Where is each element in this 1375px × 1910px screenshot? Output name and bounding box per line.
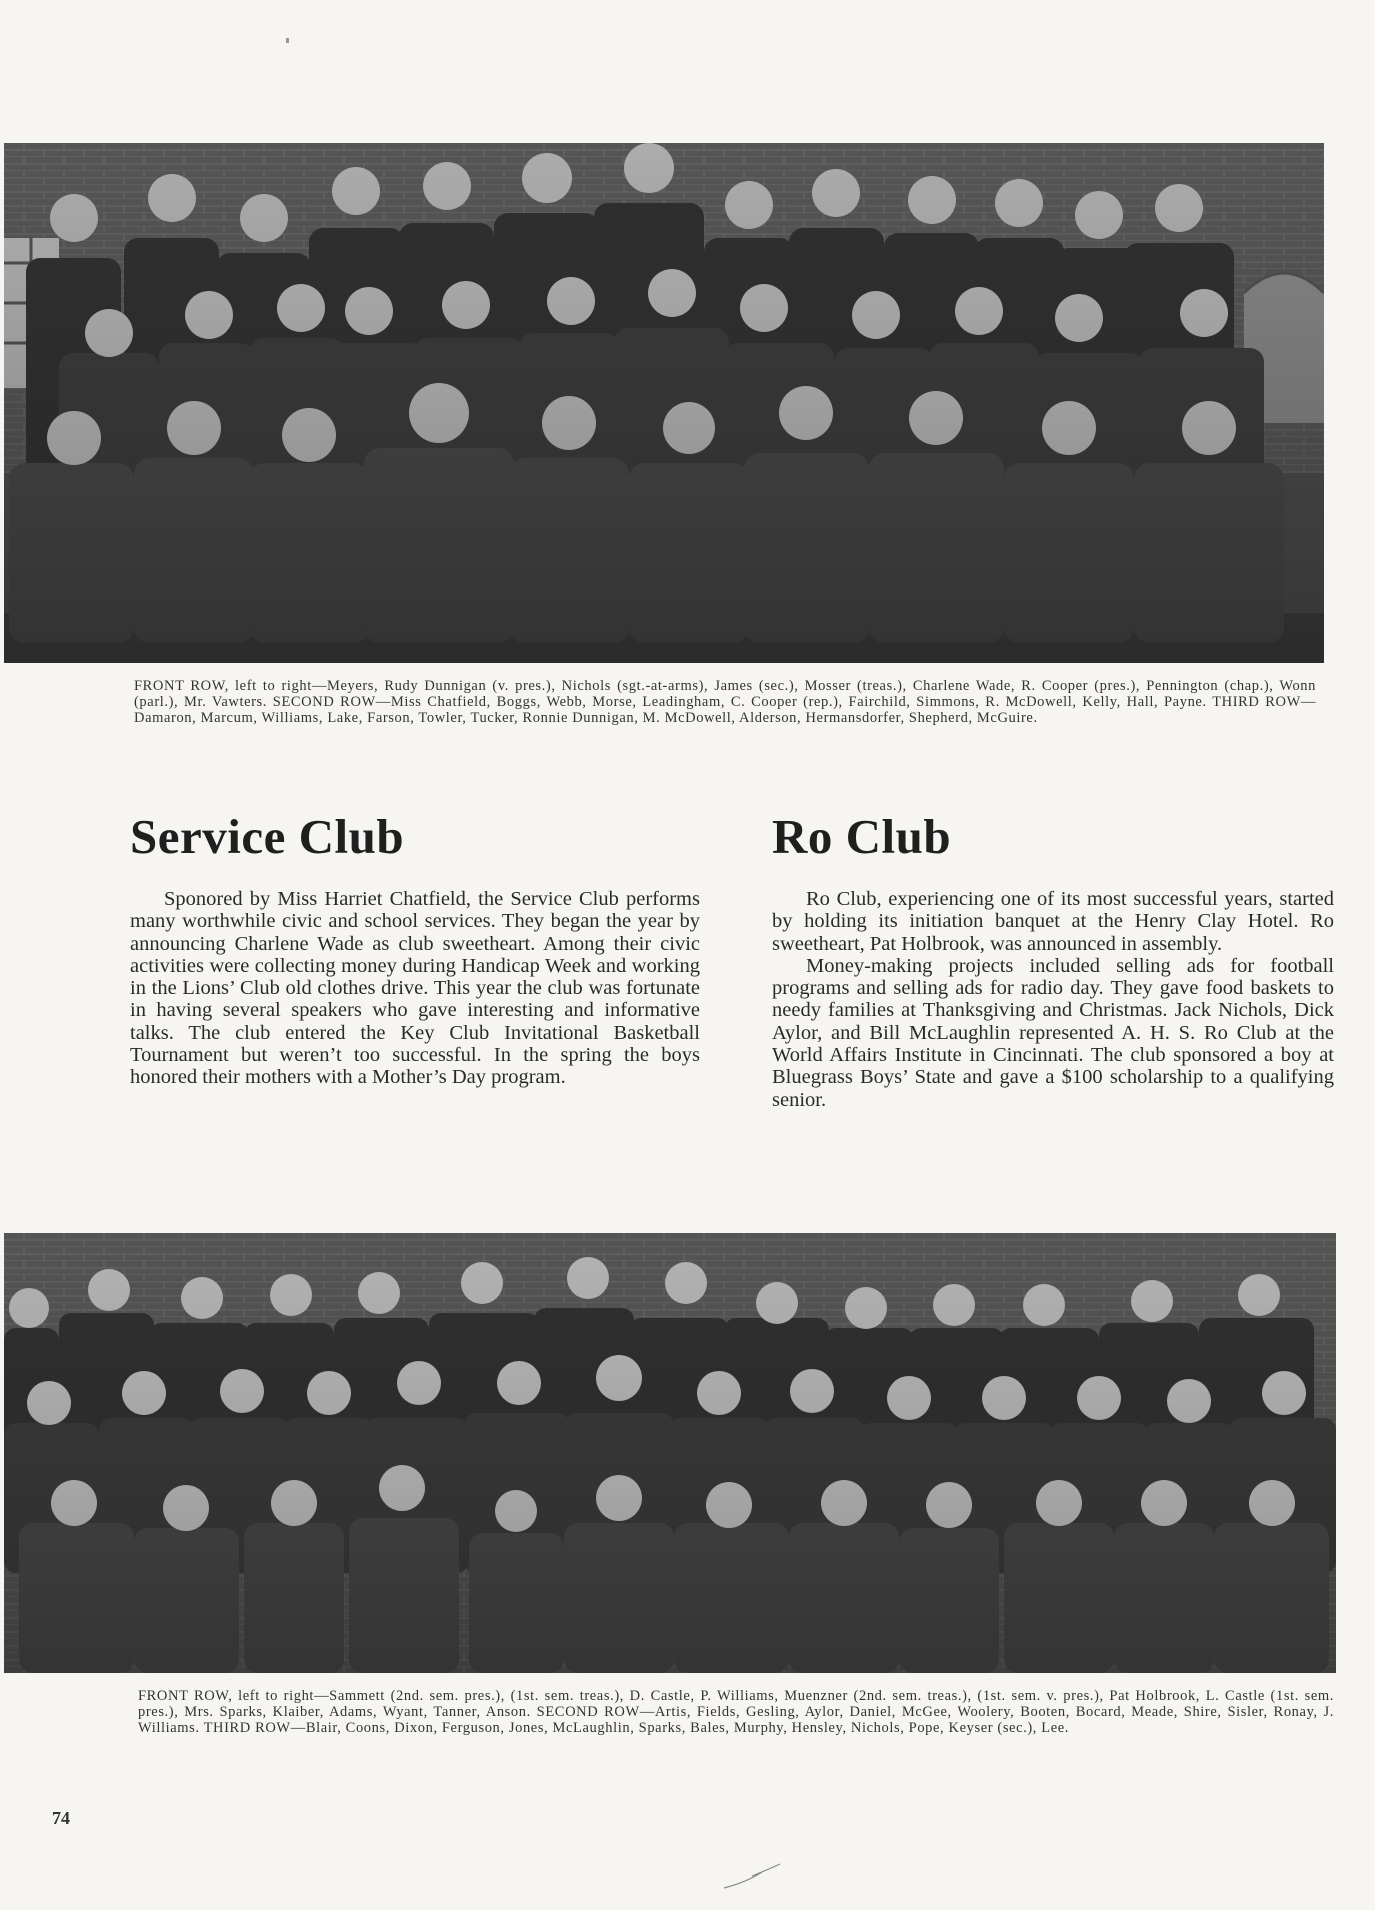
service-club-photo-caption: FRONT ROW, left to right—Meyers, Rudy Dunnigan (v. pres.), Nichols (sgt.-at-arms), James (sec.), Mosser (treas.), Charlene Wade, R. Cooper (pres.), Pennington (chap.), Wonn (parl.), Mr. Vawters. SECOND ROW—Miss Chatfield, Boggs, Webb, Morse, Leadingham, C. Cooper (rep.), Fairchild, Simmons, R. McDowell, Kelly, Hall, Payne. THIRD ROW—Damaron, Marcum, Williams, Lake, Farson, Towler, Tucker, Ronnie Dunnigan, M. McDowell, Alderson, Hermansdorfer, Shepherd, McGuire. <box>134 678 1316 726</box>
service-club-photo-image <box>4 143 1324 663</box>
service-club-paragraph: Sponored by Miss Harriet Chatfield, the Service Club performs many worthwhile civic and school services. They began the year by announcing Charlene Wade as club sweetheart. Among their civic activities were collecting money during Handicap Week and working in the Lions’ Club old clothes drive. This year the club was fortunate in having several speakers who gave interesting and informative talks. The club entered the Key Club Invitational Basketball Tournament but weren’t too successful. In the spring the boys honored their mothers with a Mother’s Day program. <box>130 888 700 1089</box>
ro-club-heading: Ro Club <box>772 809 952 864</box>
page-number: 74 <box>52 1808 70 1828</box>
ro-club-article <box>772 888 1334 1111</box>
service-club-article <box>130 888 700 1089</box>
ro-club-paragraph-1: Ro Club, experiencing one of its most successful years, started by holding its initiation banquet at the Henry Clay Hotel. Ro sweetheart, Pat Holbrook, was announced in assembly. <box>772 888 1334 955</box>
service-club-group-photo <box>4 143 1324 663</box>
service-club-heading: Service Club <box>130 809 405 864</box>
scan-speck-mark <box>286 38 289 43</box>
ro-club-paragraph-2: Money-making projects included selling ads for football programs and selling ads for radio day. They gave food baskets to needy families at Thanksgiving and Christmas. Jack Nichols, Dick Aylor, and Bill McLaughlin represented A. H. S. Ro Club at the World Affairs Institute in Cincinnati. The club sponsored a boy at Bluegrass Boys’ State and gave a $100 scholarship to a qualifying senior. <box>772 954 1334 1111</box>
ro-club-photo-caption: FRONT ROW, left to right—Sammett (2nd. sem. pres.), (1st. sem. treas.), D. Castle, P. Williams, Muenzner (2nd. sem. treas.), (1st. sem. v. pres.), Pat Holbrook, L. Castle (1st. sem. pres.), Mrs. Sparks, Klaiber, Adams, Wyant, Tanner, Anson. SECOND ROW—Artis, Fields, Gesling, Aylor, Daniel, McGee, Woolery, Booten, Bocard, Meade, Shire, Sisler, Ronay, J. Williams. THIRD ROW—Blair, Coons, Dixon, Ferguson, Jones, McLaughlin, Sparks, Bales, Murphy, Hensley, Nichols, Pope, Keyser (sec.), Lee. <box>138 1688 1334 1736</box>
ro-club-group-photo <box>4 1233 1336 1673</box>
pen-stroke-mark <box>722 1862 782 1892</box>
ro-club-photo-image <box>4 1233 1336 1673</box>
